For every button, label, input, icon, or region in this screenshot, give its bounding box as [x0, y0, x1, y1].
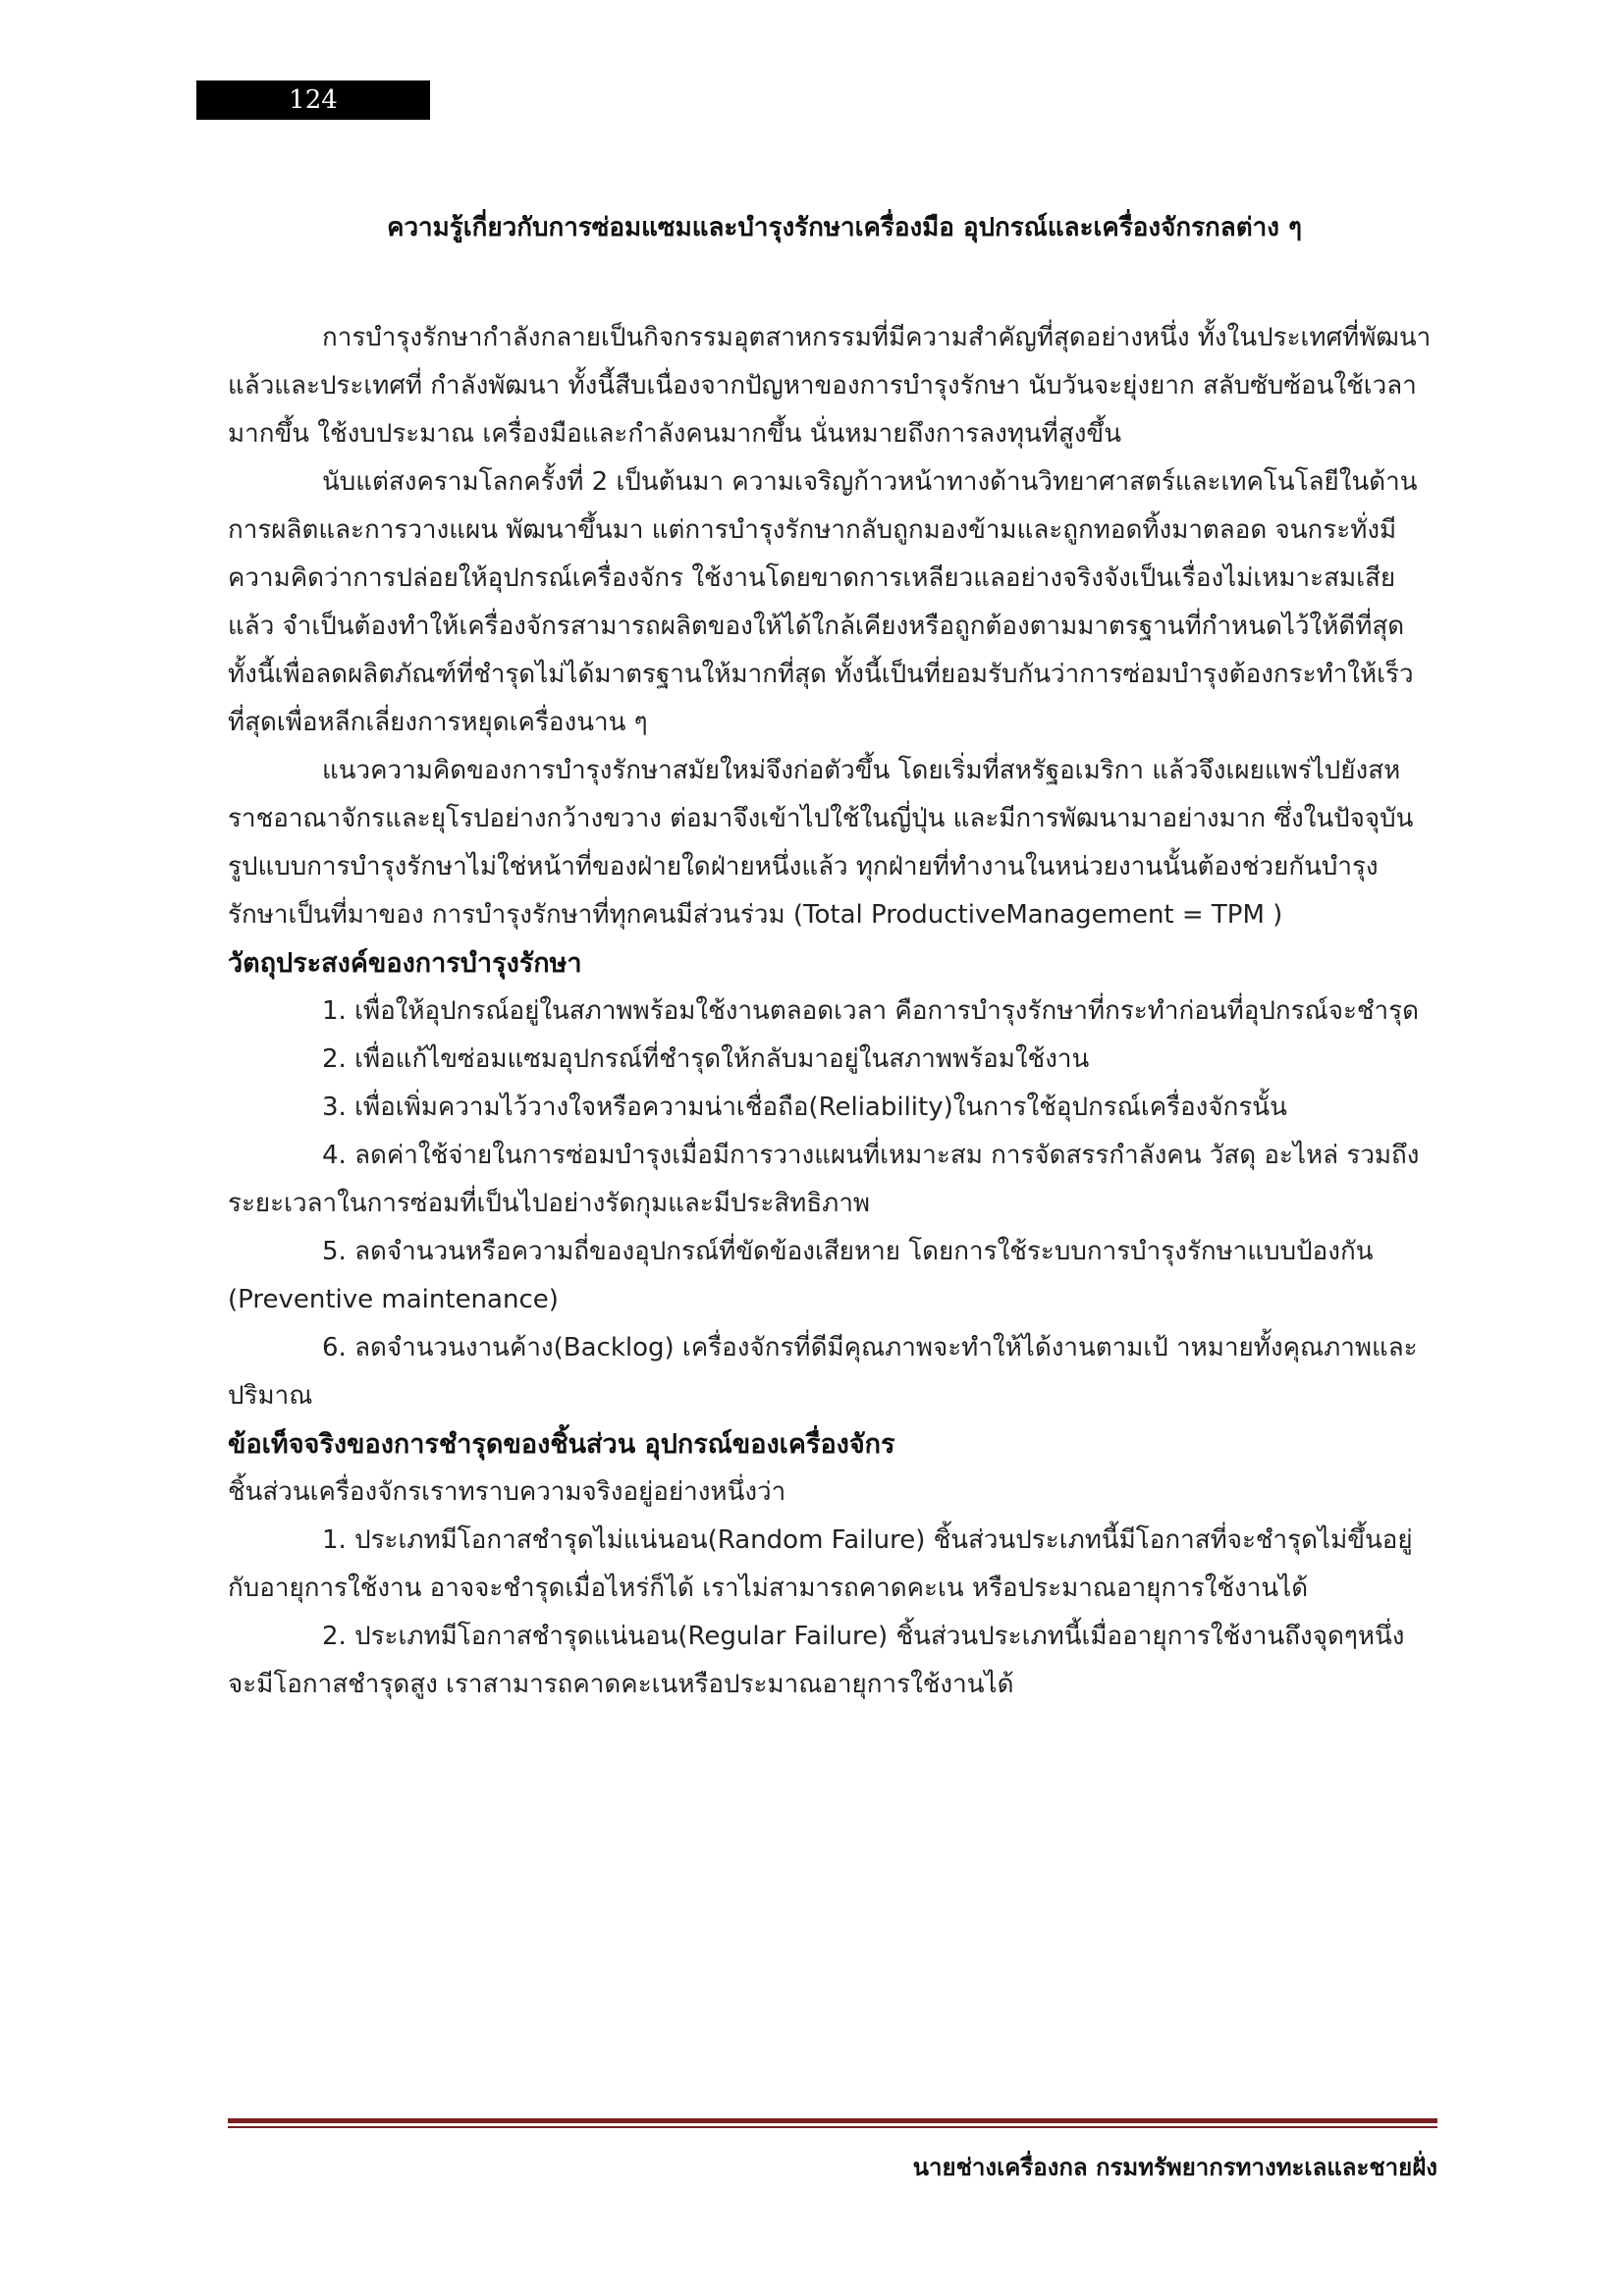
fact-item: 1. ประเภทมีโอกาสชำรุดไม่แน่นอน(Random Failure) ชิ้นส่วนประเภทนี้มีโอกาสที่จะชำรุดไม่ขึ้นอยู่กับอายุการใช้งาน อาจจะชำรุดเมื่อไหร่ก็ได้ เราไม่สามารถคาดคะเน หรือประมาณอายุการใช้งานได้ — [228, 1525, 1413, 1603]
footer-rule-thick — [228, 2118, 1437, 2123]
objective-item: 3. เพื่อเพิ่มความไว้วางใจหรือความน่าเชื่อถือ(Reliability)ในการใช้อุปกรณ์เครื่องจักรนั้น — [322, 1093, 1287, 1122]
intro-paragraph-3: แนวความคิดของการบำรุงรักษาสมัยใหม่จึงก่อตัวขึ้น โดยเริ่มที่สหรัฐอเมริกา แล้วจึงเผยแพร่ไปยังสหราชอาณาจักรและยุโรปอย่างกว้างขวาง ต่อมาจึงเข้าไปใช้ในญี่ปุ่น และมีการพัฒนามาอย่างมาก ซึ่งในปัจจุบันรูปแบบการบำรุงรักษาไม่ใช่หน้าที่ของฝ่ายใดฝ่ายหนึ่งแล้ว ทุกฝ่ายที่ทำงานในหน่วยงานนั้นต้องช่วยกันบำรุงรักษาเป็นที่มาของ การบำรุงรักษาที่ทุกคนมีส่วนร่วม (Total ProductiveManagement = TPM ) — [228, 756, 1414, 930]
objective-item: 5. ลดจำนวนหรือความถี่ของอุปกรณ์ที่ขัดข้องเสียหาย โดยการใช้ระบบการบำรุงรักษาแบบป้องกัน (Preventive maintenance) — [228, 1237, 1374, 1314]
footer-text: นายช่างเครื่องกล กรมทรัพยากรทางทะเลและชายฝั่ง — [912, 2153, 1437, 2181]
objectives-heading: วัตถุประสงค์ของการบำรุงรักษา — [228, 948, 582, 979]
objective-item: 6. ลดจำนวนงานค้าง(Backlog) เครื่องจักรที่ดีมีคุณภาพจะทำให้ได้งานตามเป้ าหมายทั้งคุณภาพและปริมาณ — [228, 1333, 1418, 1411]
footer-rule-thin — [228, 2126, 1437, 2128]
document-body — [228, 314, 1434, 1709]
fact-item: 2. ประเภทมีโอกาสชำรุดแน่นอน(Regular Failure) ชิ้นส่วนประเภทนี้เมื่ออายุการใช้งานถึงจุดๆหนึ่ง จะมีโอกาสชำรุดสูง เราสามารถคาดคะเนหรือประมาณอายุการใช้งานได้ — [228, 1622, 1405, 1699]
facts-lead: ชิ้นส่วนเครื่องจักรเราทราบความจริงอยู่อย่างหนึ่งว่า — [228, 1477, 786, 1507]
objective-item: 2. เพื่อแก้ไขซ่อมแซมอุปกรณ์ที่ชำรุดให้กลับมาอยู่ในสภาพพร้อมใช้งาน — [322, 1044, 1090, 1074]
page-number: 124 — [196, 80, 430, 120]
intro-paragraph-2: นับแต่สงครามโลกครั้งที่ 2 เป็นต้นมา ความเจริญก้าวหน้าทางด้านวิทยาศาสตร์และเทคโนโลยีในด้านการผลิตและการวางแผน พัฒนาขึ้นมา แต่การบำรุงรักษากลับถูกมองข้ามและถูกทอดทิ้งมาตลอด จนกระทั่งมีความคิดว่าการปล่อยให้อุปกรณ์เครื่องจักร ใช้งานโดยขาดการเหลียวแลอย่างจริงจังเป็นเรื่องไม่เหมาะสมเสียแล้ว จำเป็นต้องทำให้เครื่องจักรสามารถผลิตของให้ได้ใกล้เคียงหรือถูกต้องตามมาตรฐานที่กำหนดไว้ให้ดีที่สุด ทั้งนี้เพื่อลดผลิตภัณฑ์ที่ชำรุดไม่ได้มาตรฐานให้มากที่สุด ทั้งนี้เป็นที่ยอมรับกันว่าการซ่อมบำรุงต้องกระทำให้เร็วที่สุดเพื่อหลีกเลี่ยงการหยุดเครื่องนาน ๆ — [228, 467, 1418, 737]
objective-item: 4. ลดค่าใช้จ่ายในการซ่อมบำรุงเมื่อมีการวางแผนที่เหมาะสม การจัดสรรกำลังคน วัสดุ อะไหล่ รวมถึงระยะเวลาในการซ่อมที่เป็นไปอย่างรัดกุมและมีประสิทธิภาพ — [228, 1141, 1420, 1218]
facts-heading: ข้อเท็จจริงของการชำรุดของชิ้นส่วน อุปกรณ์ของเครื่องจักร — [228, 1429, 895, 1460]
intro-paragraph-1: การบำรุงรักษากำลังกลายเป็นกิจกรรมอุตสาหกรรมที่มีความสำคัญที่สุดอย่างหนึ่ง ทั้งในประเทศที่พัฒนาแล้วและประเทศที่ กำลังพัฒนา ทั้งนี้สืบเนื่องจากปัญหาของการบำรุงรักษา นับวันจะยุ่งยาก สลับซับซ้อนใช้เวลามากขึ้น ใช้งบประมาณ เครื่องมือและกำลังคนมากขึ้น นั่นหมายถึงการลงทุนที่สูงขึ้น — [228, 323, 1432, 449]
page-title: ความรู้เกี่ยวกับการซ่อมแซมและบำรุงรักษาเครื่องมือ อุปกรณ์และเครื่องจักรกลต่าง ๆ — [387, 213, 1302, 242]
objective-item: 1. เพื่อให้อุปกรณ์อยู่ในสภาพพร้อมใช้งานตลอดเวลา คือการบำรุงรักษาที่กระทำก่อนที่อุปกรณ์จะชำรุด — [322, 996, 1420, 1026]
